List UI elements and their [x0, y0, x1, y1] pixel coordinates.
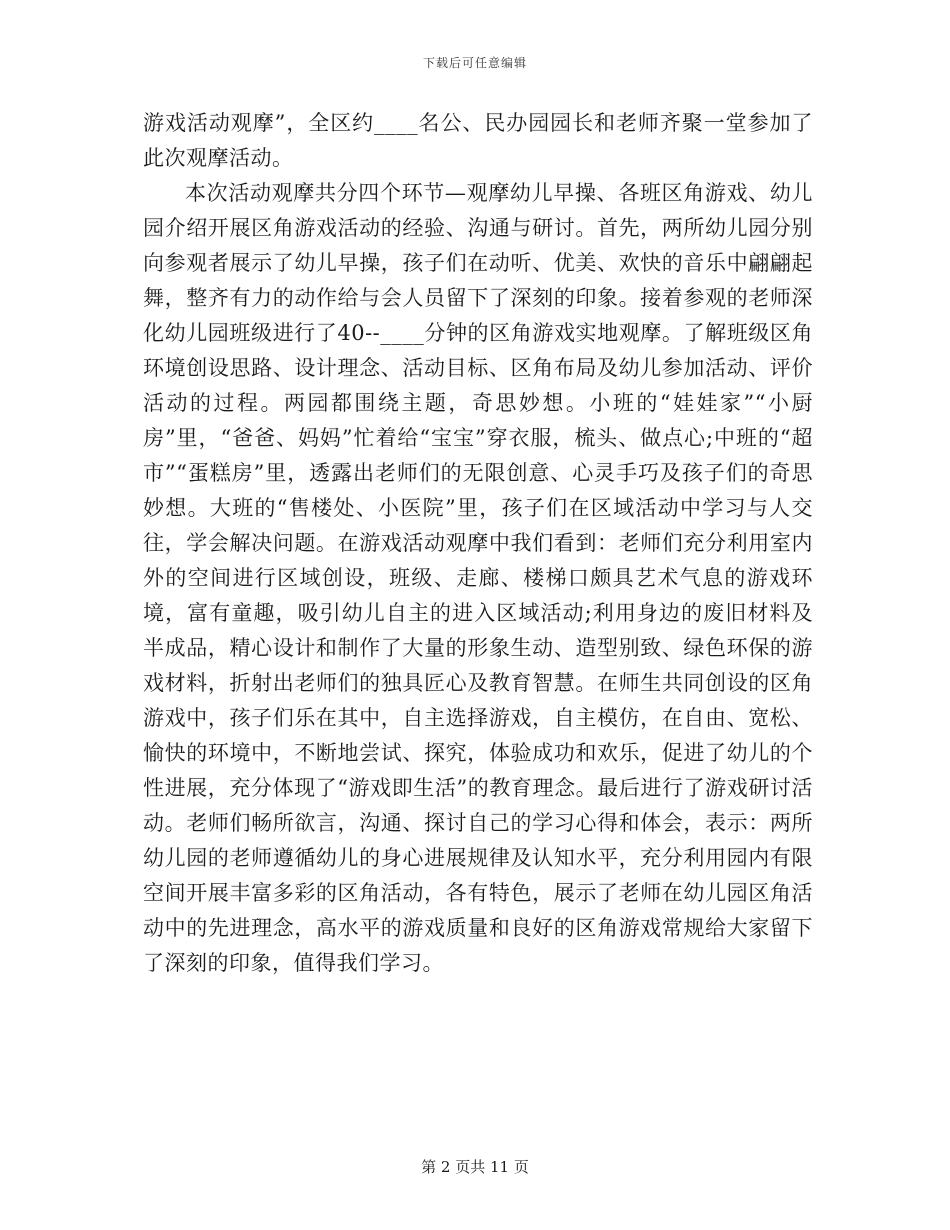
- paragraph-1: 游戏活动观摩”，全区约____名公、民办园园长和老师齐聚一堂参加了此次观摩活动。: [143, 111, 813, 170]
- page-footer: 第 2 页共 11 页: [421, 1158, 529, 1176]
- page-header: 下载后可任意编辑: [422, 56, 527, 70]
- document-body: [143, 106, 813, 981]
- paragraph-2: 本次活动观摩共分四个环节—观摩幼儿早操、各班区角游戏、幼儿园介绍开展区角游戏活动的经验、沟通与研讨。首先，两所幼儿园分别向参观者展示了幼儿早操，孩子们在动听、优美、欢快的音乐中翩翩起舞，整齐有力的动作给与会人员留下了深刻的印象。接着参观的老师深化幼儿园班级进行了40--____分钟的区角游戏实地观摩。了解班级区角环境创设思路、设计理念、活动目标、区角布局及幼儿参加活动、评价活动的过程。两园都围绕主题，奇思妙想。小班的“娃娃家”“小厨房”里，“爸爸、妈妈”忙着给“宝宝”穿衣服，梳头、做点心;中班的“超市”“蛋糕房”里，透露出老师们的无限创意、心灵手巧及孩子们的奇思妙想。大班的“售楼处、小医院”里，孩子们在区域活动中学习与人交往，学会解决问题。在游戏活动观摩中我们看到：老师们充分利用室内外的空间进行区域创设，班级、走廊、楼梯口颇具艺术气息的游戏环境，富有童趣，吸引幼儿自主的进入区域活动;利用身边的废旧材料及半成品，精心设计和制作了大量的形象生动、造型别致、绿色环保的游戏材料，折射出老师们的独具匠心及教育智慧。在师生共同创设的区角游戏中，孩子们乐在其中，自主选择游戏，自主模仿，在自由、宽松、愉快的环境中，不断地尝试、探究，体验成功和欢乐，促进了幼儿的个性进展，充分体现了“游戏即生活”的教育理念。最后进行了游戏研讨活动。老师们畅所欲言，沟通、探讨自己的学习心得和体会，表示：两所幼儿园的老师遵循幼儿的身心进展规律及认知水平，充分利用园内有限空间开展丰富多彩的区角活动，各有特色，展示了老师在幼儿园区角活动中的先进理念，高水平的游戏质量和良好的区角游戏常规给大家留下了深刻的印象，值得我们学习。: [143, 181, 813, 975]
